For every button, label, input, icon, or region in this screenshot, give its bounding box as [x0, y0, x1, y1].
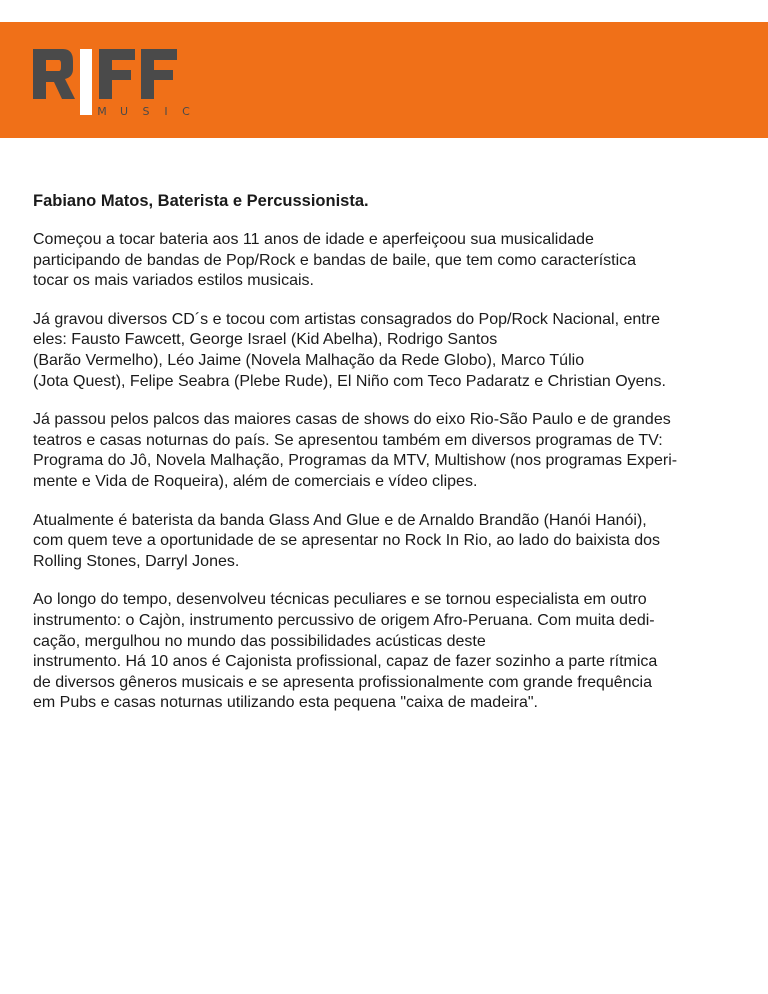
text-line: Já gravou diversos CD´s e tocou com artistas consagrados do Pop/Rock Nacional, entre [33, 310, 660, 328]
text-line: Já passou pelos palcos das maiores casas de shows do eixo Rio-São Paulo e de grandes [33, 411, 671, 429]
text-line: Programa do Jô, Novela Malhação, Programas da MTV, Multishow (nos programas Experi- [33, 452, 678, 470]
text-line: cação, mergulhou no mundo das possibilidades acústicas deste [33, 632, 486, 650]
text-line: Atualmente é baterista da banda Glass And Glue e de Arnaldo Brandão (Hanói Hanói), [33, 511, 647, 529]
text-line: com quem teve a oportunidade de se apresentar no Rock In Rio, ao lado do baixista dos [33, 532, 661, 550]
logo-letter-m: M [97, 105, 107, 118]
biography [33, 190, 738, 732]
text-line: Começou a tocar bateria aos 11 anos de idade e aperfeiçoou sua musicalidade [33, 231, 594, 248]
biography-headline: Fabiano Matos, Baterista e Percussionista. [33, 192, 369, 210]
paragraph-recordings [33, 310, 738, 392]
paragraph-stages [33, 410, 738, 492]
paragraph-cajon [33, 590, 738, 714]
logo-letter-i: I [164, 105, 168, 118]
text-line: eles: Fausto Fawcett, George Israel (Kid Abelha), Rodrigo Santos [33, 331, 498, 349]
text-line: em Pubs e casas noturnas utilizando esta pequena "caixa de madeira". [33, 694, 538, 712]
text-line: instrumento. Há 10 anos é Cajonista profissional, capaz de fazer sozinho a parte rítmica [33, 653, 658, 671]
text-line: de diversos gêneros musicais e se apresenta profissionalmente com grande frequência [33, 673, 653, 691]
riff-music-logo [33, 47, 193, 119]
text-line: (Barão Vermelho), Léo Jaime (Novela Malhação da Rede Globo), Marco Túlio [33, 351, 585, 369]
text-line: mente e Vida de Roqueira), além de comerciais e vídeo clipes. [33, 472, 478, 490]
text-line: instrumento: o Cajòn, instrumento percussivo de origem Afro-Peruana. Com muita dedi- [33, 611, 655, 629]
logo-letter-c: C [182, 105, 190, 118]
text-line: Ao longo do tempo, desenvolveu técnicas peculiares e se tornou especialista em outro [33, 591, 647, 609]
logo-letter-u: U [119, 105, 129, 118]
text-line: (Jota Quest), Felipe Seabra (Plebe Rude), El Niño com Teco Padaratz e Christian Oyens. [33, 372, 666, 390]
text-line: participando de bandas de Pop/Rock e bandas de baile, que tem como característica [33, 251, 637, 269]
paragraph-current-band [33, 511, 738, 573]
logo-letter-s: S [142, 105, 150, 118]
text-line: teatros e casas noturnas do país. Se apresentou também em diversos programas de TV: [33, 431, 663, 449]
paragraph-early-career [33, 230, 738, 292]
text-line: tocar os mais variados estilos musicais. [33, 272, 314, 290]
text-line: Rolling Stones, Darryl Jones. [33, 552, 240, 570]
